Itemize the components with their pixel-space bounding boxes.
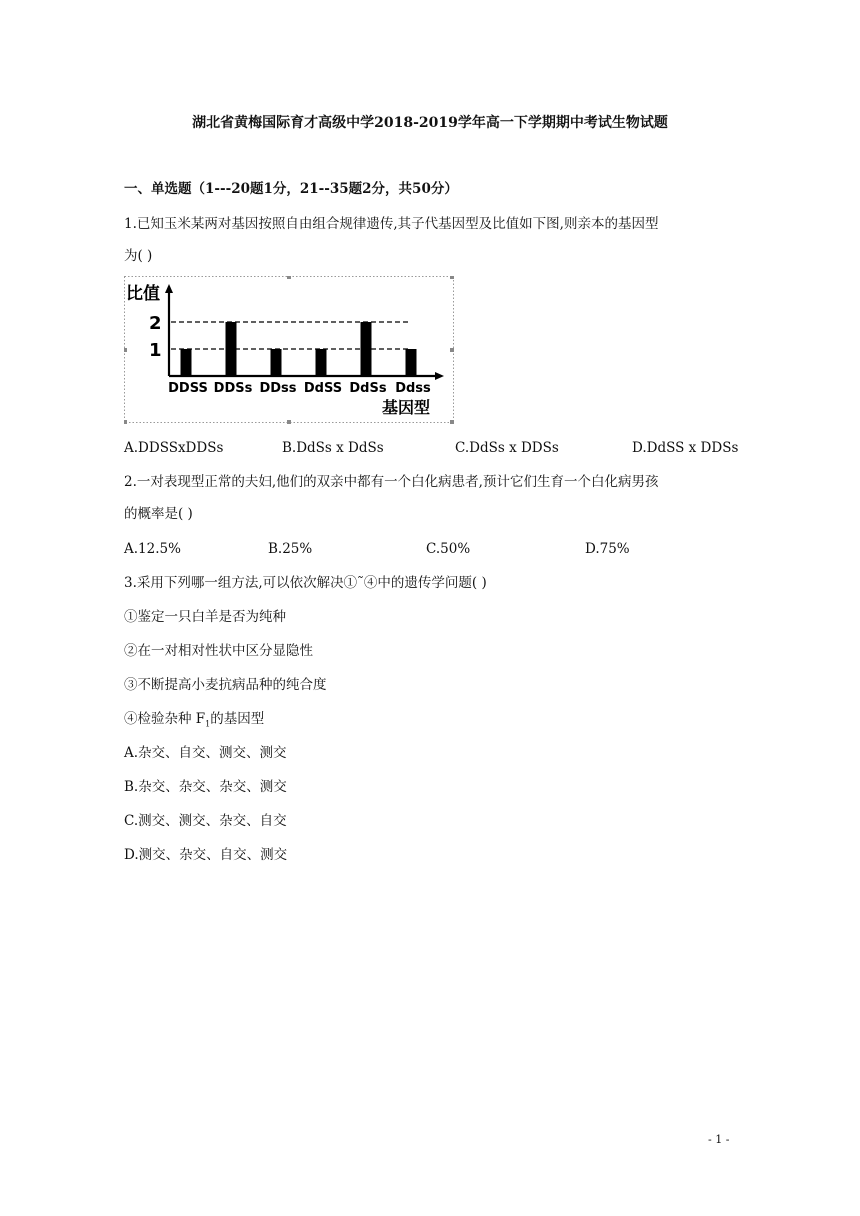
bar-DDSS [181,349,192,376]
q1-stem-line2: 为( ) [124,248,153,264]
q3-item-3: ③不断提高小麦抗病品种的纯合度 [124,677,327,693]
frame-handle-bottom [287,420,291,424]
genotype-ratio-chart [124,276,454,424]
q3-option-a: A.杂交、自交、测交、测交 [124,745,287,761]
frame-handle-left [124,348,127,352]
q1-option-b: B.DdSs x DdSs [282,440,384,456]
bar-DDSs [226,322,237,376]
bar-Ddss [406,349,417,376]
document-title: 湖北省黄梅国际育才高级中学2018-2019学年高一下学期期中考试生物试题 [192,115,668,131]
x-tick-label-Ddss: Ddss [395,381,431,396]
q3-option-d: D.测交、杂交、自交、测交 [124,847,288,863]
frame-handle-top [287,276,291,279]
q3-option-c: C.测交、测交、杂交、自交 [124,813,287,829]
y-tick-label: 2 [149,313,162,334]
bar-DDss [271,349,282,376]
q2-option-b: B.25% [268,541,313,557]
q2-stem-line2: 的概率是( ) [124,506,193,522]
q1-option-a: A.DDSSxDDSs [124,440,224,456]
q1-stem-line1: 1.已知玉米某两对基因按照自由组合规律遗传,其子代基因型及比值如下图,则亲本的基因型 [124,216,659,232]
q3-item-2: ②在一对相对性状中区分显隐性 [124,643,313,659]
x-tick-label-DDss: DDss [259,381,297,396]
q3-item-4-suffix: 的基因型 [210,711,265,727]
frame-handle-top-right [450,276,454,279]
q2-option-a: A.12.5% [124,541,181,557]
q2-option-d: D.75% [585,541,630,557]
x-tick-label-DDSs: DDSs [213,381,253,396]
bar-DdSs [361,322,372,376]
q3-item-1: ①鉴定一只白羊是否为纯种 [124,609,286,625]
q2-option-c: C.50% [426,541,471,557]
y-tick-label: 1 [149,340,162,361]
bar-DdSS [316,349,327,376]
x-tick-label-DdSS: DdSS [303,381,343,396]
y-axis-label: 比值 [126,284,160,304]
q3-item-4-subscript: 1 [205,719,211,729]
x-axis-label: 基因型 [382,398,431,417]
q3-option-b: B.杂交、杂交、杂交、测交 [124,779,287,795]
q2-stem-line1: 2.一对表现型正常的夫妇,他们的双亲中都有一个白化病患者,预计它们生育一个白化病男孩 [124,474,659,490]
y-axis-arrow [165,284,173,293]
section-heading: 一、单选题（1---20题1分，21--35题2分，共50分） [124,181,458,197]
q3-item-4-prefix: ④检验杂种 F [124,711,206,727]
x-tick-label-DDSS: DDSS [168,381,208,396]
q1-option-c: C.DdSs x DDSs [455,440,559,456]
page-number: - 1 - [708,1133,730,1146]
frame-handle-bottom-left [124,420,127,424]
x-tick-label-DdSs: DdSs [349,381,387,396]
frame-handle-bottom-right [450,420,454,424]
x-axis-arrow [435,372,444,380]
q3-item-4 [124,710,264,734]
chart-svg [124,276,454,424]
q1-option-d: D.DdSS x DDSs [632,440,739,456]
q3-stem: 3.采用下列哪一组方法,可以依次解决①˜④中的遗传学问题( ) [124,575,487,591]
frame-handle-right [450,348,454,352]
